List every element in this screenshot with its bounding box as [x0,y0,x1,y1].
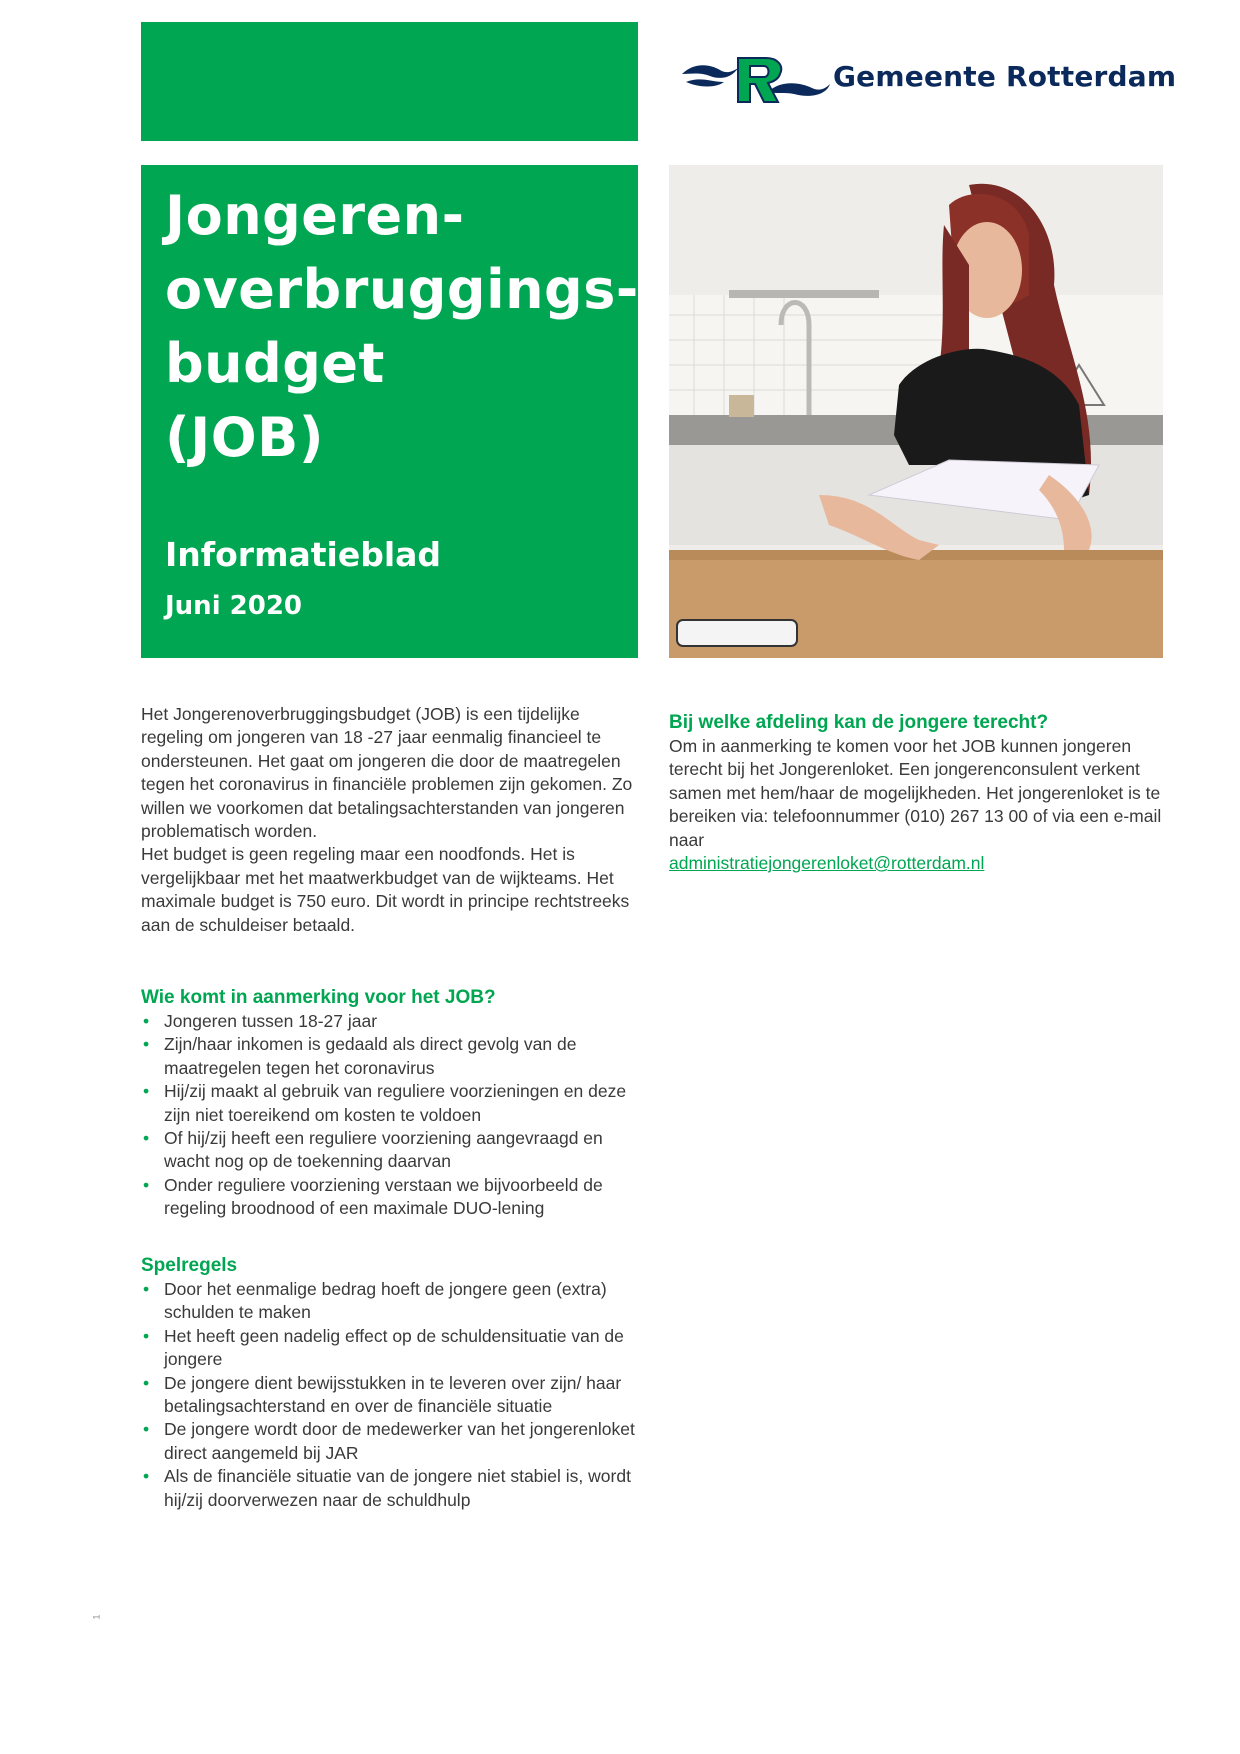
rules-section [141,1254,639,1512]
list-item: • Jongeren tussen 18-27 jaar [141,1010,639,1033]
woman-reading-document-illustration [669,165,1163,658]
title-line: (JOB) [165,406,325,469]
list-item: • Het heeft geen nadelig effect op de schuldensituatie van de jongere [141,1325,639,1372]
document-title [165,179,639,475]
intro-section [141,703,639,937]
document-date: Juni 2020 [165,591,303,621]
intro-paragraph: Het budget is geen regeling maar een noodfonds. Het is vergelijkbaar met het maatwerkbudget van de wijkteams. Het maximale budget is 750 euro. Dit wordt in principe rechtstreeks aan de schuldeiser betaald. [141,844,630,935]
eligibility-list [141,1010,639,1221]
list-item: • De jongere wordt door de medewerker van het jongerenloket direct aangemeld bij JAR [141,1418,639,1465]
list-item: • De jongere dient bewijsstukken in te leveren over zijn/ haar betalingsachterstand en over de financiële situatie [141,1372,639,1419]
list-item: • Zijn/haar inkomen is gedaald als direct gevolg van de maatregelen tegen het coronavirus [141,1033,639,1080]
rules-list [141,1278,639,1512]
rotterdam-r-emblem-icon [680,52,830,112]
title-line: Jongeren- [165,184,465,247]
document-subtitle: Informatieblad [165,535,442,574]
eligibility-heading: Wie komt in aanmerking voor het JOB? [141,987,496,1008]
gemeente-rotterdam-logo [680,52,1180,112]
header-color-block [141,22,638,141]
department-body: Om in aanmerking te komen voor het JOB kunnen jongeren terecht bij het Jongerenloket. Een jongerenconsulent verkent samen met hem/haar de mogelijkheden. Het jongerenloket is te bereiken via: telefoonnummer (010) 267 13 00 of via een e-mail naar [669,736,1162,850]
department-heading: Bij welke afdeling kan de jongere terecht? [669,712,1049,733]
department-section [669,711,1169,875]
list-item: • Of hij/zij heeft een reguliere voorziening aangevraagd en wacht nog op de toekenning daarvan [141,1127,639,1174]
logo-wordmark: Gemeente Rotterdam [833,60,1177,93]
hero-photo [669,165,1163,658]
page-number: 1 [91,1614,102,1620]
rules-heading: Spelregels [141,1255,238,1276]
department-text [669,735,1169,875]
intro-paragraph: Het Jongerenoverbruggingsbudget (JOB) is een tijdelijke regeling om jongeren van 18 -27 jaar eenmalig financieel te ondersteunen. Het gaat om jongeren die door de maatregelen tegen het coronavirus in financiële problemen zijn gekomen. Zo willen we voorkomen dat betalingsachterstanden van jongeren problematisch worden. [141,704,633,842]
title-line: budget [165,332,385,395]
list-item: • Onder reguliere voorziening verstaan we bijvoorbeeld de regeling broodnood of een maximale DUO-lening [141,1174,639,1221]
list-item: • Hij/zij maakt al gebruik van reguliere voorzieningen en deze zijn niet toereikend om kosten te voldoen [141,1080,639,1127]
title-line: overbruggings- [165,258,639,321]
eligibility-section [141,986,639,1221]
list-item: • Als de financiële situatie van de jongere niet stabiel is, wordt hij/zij doorverwezen naar de schuldhulp [141,1465,639,1512]
title-block [141,165,638,658]
list-item: • Door het eenmalige bedrag hoeft de jongere geen (extra) schulden te maken [141,1278,639,1325]
email-link[interactable]: administratiejongerenloket@rotterdam.nl [669,853,985,874]
